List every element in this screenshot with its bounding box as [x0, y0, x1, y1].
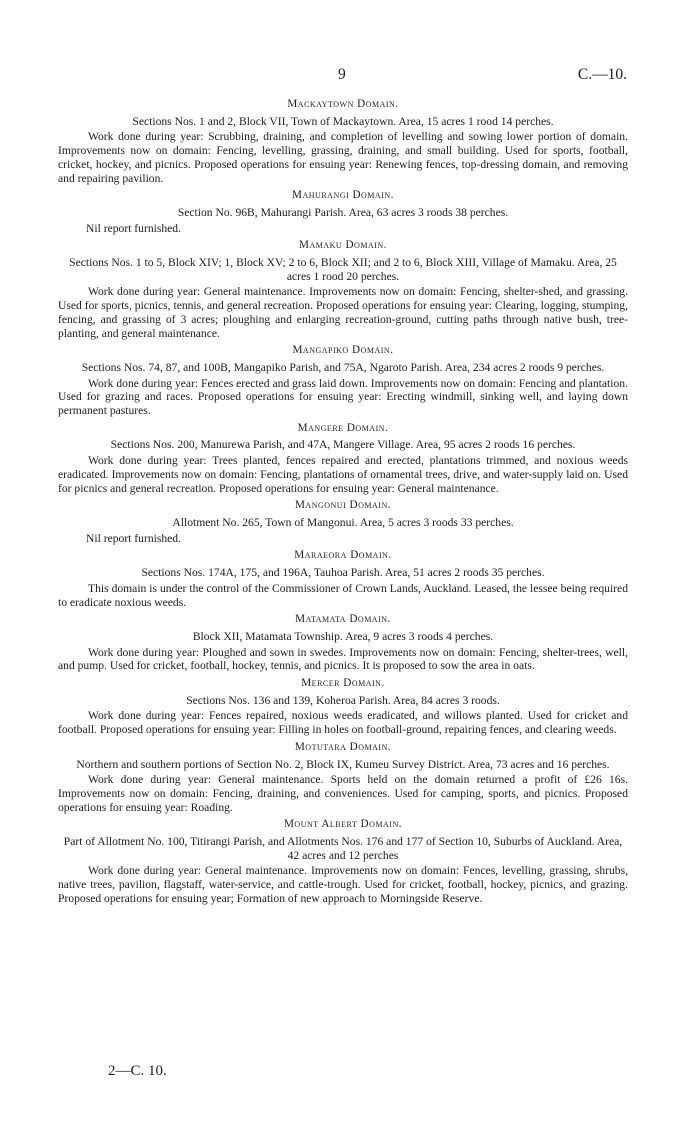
section-heading: Mercer Domain.	[301, 677, 385, 690]
section-description: Allotment No. 265, Town of Mangonui. Area, 5 acres 3 roods 33 perches.	[172, 515, 514, 529]
section-heading: Mangapiko Domain.	[292, 344, 394, 357]
section-heading: Mangonui Domain.	[294, 499, 392, 512]
section-description: Sections Nos. 1 to 5, Block XIV; 1, Block XV; 2 to 6, Block XII; and 2 to 6, Block XIII, Village of Mamaku. Area, 25 acres 1 rood 20 perches.	[69, 256, 617, 283]
domain-section-matamata	[58, 613, 628, 673]
domain-reports	[58, 98, 628, 910]
section-description: Northern and southern portions of Section No. 2, Block IX, Kumeu Survey District. Area, 73 acres and 16 perches.	[76, 757, 610, 771]
domain-section-mangapiko	[58, 344, 628, 418]
section-body: Work done during year: Trees planted, fences repaired and erected, plantations trimmed, and noxious weeds eradicated. Improvements now on domain: Fencing, plantations of ornamental trees, drive, and water-supply laid on. Used for picnics and general recreation. Proposed operations for ensuing year: General maintenance.	[58, 454, 628, 495]
section-heading: Mangere Domain.	[297, 421, 389, 434]
section-heading: Mamaku Domain.	[299, 239, 387, 252]
section-description: Sections Nos. 200, Manurewa Parish, and 47A, Mangere Village. Area, 95 acres 2 roods 16 perches.	[110, 438, 576, 452]
domain-section-mamaku	[58, 239, 628, 340]
section-body: Work done during year: Fences repaired, noxious weeds eradicated, and willows planted. Used for cricket and football. Proposed operations for ensuing year: Filling in holes on football-ground, repairing fences, and clearing weeds.	[58, 709, 628, 737]
page-footer-signature: 2—C. 10.	[108, 1063, 167, 1079]
section-description: Sections Nos. 1 and 2, Block VII, Town of Mackaytown. Area, 15 acres 1 rood 14 perches.	[132, 114, 554, 128]
domain-section-mackaytown	[58, 98, 628, 185]
section-description: Sections Nos. 136 and 139, Koheroa Parish. Area, 84 acres 3 roods.	[186, 693, 500, 707]
domain-section-motutara	[58, 741, 628, 815]
section-body: Work done during year: Scrubbing, draining, and completion of levelling and sowing lower portion of domain. Improvements now on domain: Fencing, levelling, grassing, draining, and small building. Used for sports, football, cricket, hockey, and picnics. Proposed operations for ensuing year: Renewing fences, top-dressing domain, and removing and repairing pavilion.	[58, 130, 628, 185]
section-heading: Matamata Domain.	[295, 613, 391, 626]
section-description: Part of Allotment No. 100, Titirangi Parish, and Allotments Nos. 176 and 177 of Section 10, Suburbs of Auckland. Area, 42 acres and 12 perches	[63, 835, 623, 862]
domain-section-maraeora	[58, 549, 628, 609]
section-heading: Maraeora Domain.	[294, 549, 392, 562]
section-heading: Motutara Domain.	[294, 740, 392, 753]
page-number: 9	[338, 66, 346, 83]
section-description: Sections Nos. 174A, 175, and 196A, Tauhoa Parish. Area, 51 acres 2 roods 35 perches.	[141, 566, 545, 580]
domain-section-mahurangi	[58, 189, 628, 235]
domain-section-mangere	[58, 422, 628, 496]
section-note: Nil report furnished.	[86, 221, 181, 235]
section-note: Nil report furnished.	[86, 531, 181, 545]
section-body: Work done during year: General maintenance. Improvements now on domain: Fences, levelling, grassing, shrubs, native trees, pavilion, flagstaff, water-service, and cattle-trough. Used for cricket, football, hockey, picnics, and grazing. Proposed operations for ensuing year; Formation of new approach to Morningside Reserve.	[58, 864, 628, 905]
domain-section-mount-albert	[58, 818, 628, 905]
section-body: Work done during year: Ploughed and sown in swedes. Improvements now on domain: Fencing, shelter-trees, well, and pump. Used for cricket, football, hockey, tennis, and picnics. It is proposed to sow the area in oats.	[58, 645, 628, 673]
section-description: Section No. 96B, Mahurangi Parish. Area, 63 acres 3 roods 38 perches.	[177, 205, 509, 219]
section-body: Work done during year: General maintenance. Sports held on the domain returned a profit of £26 16s. Improvements now on domain: Fencing, draining, and conveniences. Used for camping, sports, and picnics. Proposed operations for ensuing year: Roading.	[58, 773, 628, 814]
section-heading: Mahurangi Domain.	[292, 189, 394, 202]
section-body: This domain is under the control of the Commissioner of Crown Lands, Auckland. Leased, the lessee being required to eradicate noxious weeds.	[58, 581, 628, 609]
page-header	[0, 66, 700, 88]
section-heading: Mackaytown Domain.	[287, 98, 399, 110]
document-reference: C.—10.	[577, 66, 627, 83]
section-heading: Mount Albert Domain.	[283, 818, 403, 831]
section-body: Work done during year: Fences erected and grass laid down. Improvements now on domain: Fencing and plantation. Used for grazing and races. Proposed operations for ensuing year: Erecting windmill, sinking well, and laying down permanent pastures.	[58, 376, 628, 418]
domain-section-mercer	[58, 677, 628, 737]
section-description: Sections Nos. 74, 87, and 100B, Mangapiko Parish, and 75A, Ngaroto Parish. Area, 234 acres 2 roods 9 perches.	[81, 360, 605, 374]
section-body: Work done during year: General maintenance. Improvements now on domain: Fencing, shelter-shed, and grassing. Used for sports, picnics, tennis, and general recreation. Proposed operations for ensuing year: Clearing, logging, stumping, fencing, and grassing of 3 acres; ploughing and enlarging recreation-ground, cutting paths through native bush, tree-planting, and general maintenance.	[58, 285, 628, 340]
section-description: Block XII, Matamata Township. Area, 9 acres 3 roods 4 perches.	[192, 629, 494, 643]
domain-section-mangonui	[58, 499, 628, 545]
